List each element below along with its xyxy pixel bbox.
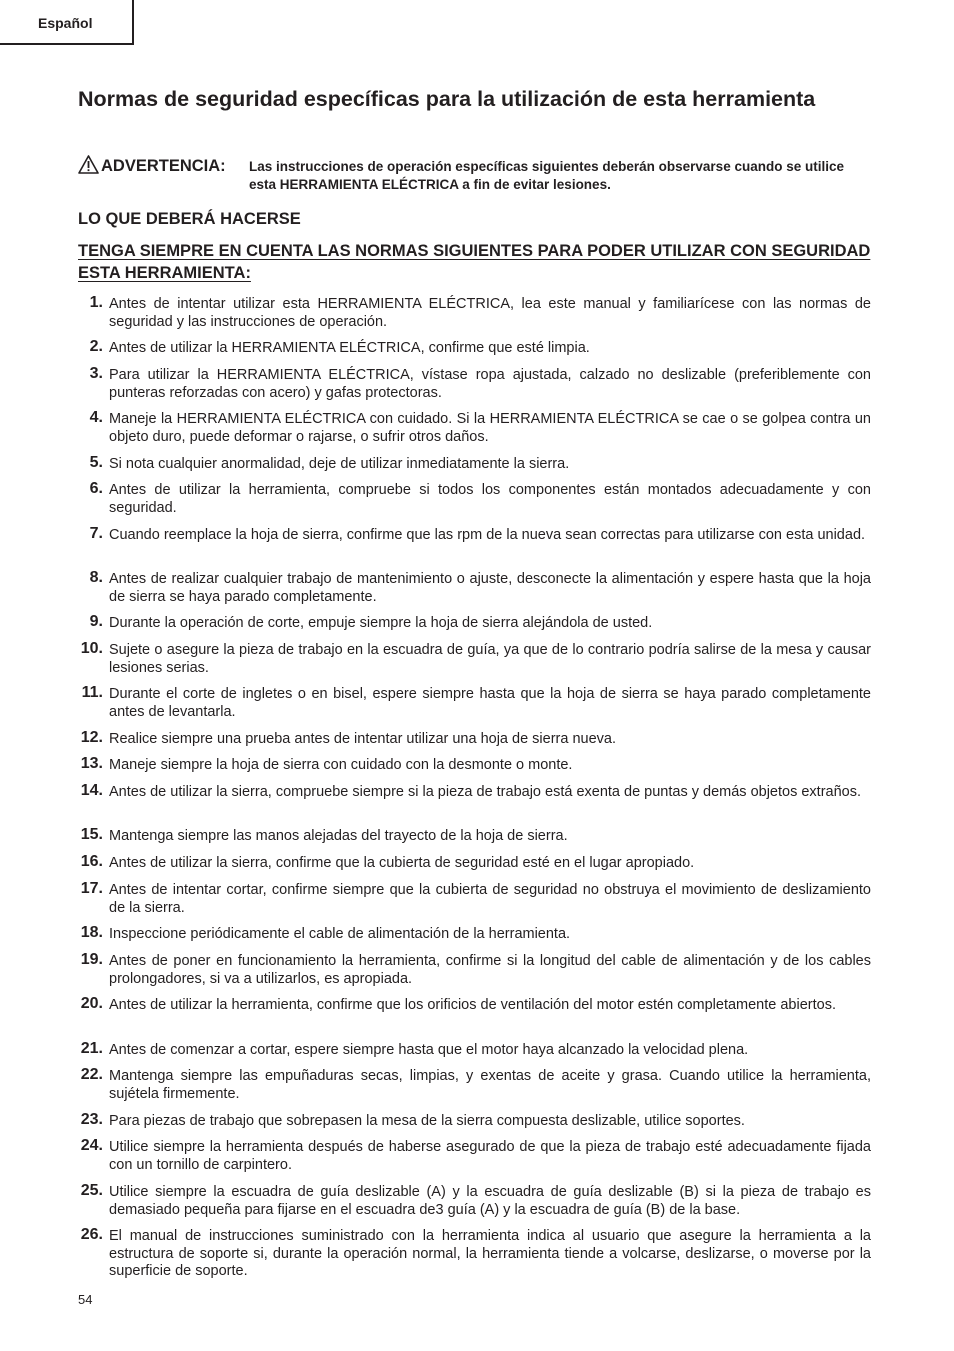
item-number: 7. — [89, 525, 103, 542]
item-number: 3. — [89, 365, 103, 382]
item-number: 12. — [80, 729, 103, 746]
language-tab — [0, 0, 134, 45]
item-number: 16. — [80, 853, 103, 870]
item-text: Antes de utilizar la sierra, compruebe siempre si la pieza de trabajo está exenta de puntas y demás objetos extraños. — [109, 784, 861, 800]
item-number: 25. — [80, 1182, 103, 1199]
item-text: Mantenga siempre las manos alejadas del trayecto de la hoja de sierra. — [109, 828, 568, 844]
item-text: Antes de utilizar la herramienta, confirme que los orificios de ventilación del motor estén completamente abiertos. — [109, 997, 836, 1013]
item-number: 24. — [80, 1137, 103, 1154]
item-number: 1. — [89, 294, 103, 311]
warning-text: Las instrucciones de operación específicas siguientes deberán observarse cuando se utilice esta HERRAMIENTA ELÉCTRICA a fin de evitar lesiones. — [249, 159, 844, 192]
item-text: Mantenga siempre las empuñaduras secas, limpias, y exentas de aceite y grasa. Cuando utilice la herramienta, sujétela firmemente. — [109, 1068, 871, 1102]
item-text: Antes de comenzar a cortar, espere siempre hasta que el motor haya alcanzado la velocidad plena. — [109, 1042, 749, 1058]
item-text: Sujete o asegure la pieza de trabajo en la escuadra de guía, ya que de lo contrario podría salirse de la mesa y causar lesiones serias. — [109, 642, 871, 676]
warning-heading — [78, 155, 226, 176]
item-text: Antes de poner en funcionamiento la herramienta, confirme si la longitud del cable de alimentación y de los cables prolongadores, si va a utilizarlos, es apropiada. — [109, 953, 871, 987]
item-text: Antes de utilizar la herramienta, compruebe si todos los componentes están montados adecuadamente y con seguridad. — [109, 482, 871, 516]
item-text: Para utilizar la HERRAMIENTA ELÉCTRICA, vístase ropa ajustada, calzado no deslizable (preferiblemente con punteras reforzadas con acero) y gafas protectoras. — [109, 367, 871, 401]
item-text: Antes de utilizar la sierra, confirme que la cubierta de seguridad esté en el lugar apropiado. — [109, 855, 695, 871]
item-text: Antes de intentar utilizar esta HERRAMIENTA ELÉCTRICA, lea este manual y familiarícese con las normas de seguridad y las instrucciones de operación. — [109, 296, 871, 330]
page-number: 54 — [78, 1292, 93, 1307]
item-text: Para piezas de trabajo que sobrepasen la mesa de la sierra compuesta deslizable, utilice soportes. — [109, 1113, 745, 1129]
item-number: 2. — [89, 338, 103, 355]
item-text: El manual de instrucciones suministrado con la herramienta indica al usuario que asegure la herramienta a la estructura de soporte si, durante la operación normal, la herramienta tiende a volcarse, deslizarse, o moverse por la superficie de soporte. — [109, 1228, 871, 1280]
subheading-do: LO QUE DEBERÁ HACERSE — [78, 210, 301, 228]
item-text: Durante el corte de ingletes o en bisel, espere siempre hasta que la hoja de sierra se haya parado completamente antes de levantarla. — [109, 686, 871, 720]
item-number: 4. — [89, 409, 103, 426]
language-label: Español — [38, 15, 93, 31]
item-number: 9. — [89, 613, 103, 630]
item-text: Maneje siempre la hoja de sierra con cuidado con la desmonte o monte. — [109, 757, 573, 773]
item-number: 22. — [80, 1066, 103, 1083]
item-number: 18. — [80, 924, 103, 941]
item-text: Realice siempre una prueba antes de intentar utilizar una hoja de sierra nueva. — [109, 731, 617, 747]
item-number: 26. — [80, 1226, 103, 1243]
item-text: Utilice siempre la herramienta después de haberse asegurado de que la pieza de trabajo esté adecuadamente fijada con un tornillo de carpintero. — [109, 1139, 871, 1173]
item-number: 10. — [80, 640, 103, 657]
item-number: 11. — [81, 684, 103, 701]
item-number: 8. — [89, 569, 103, 586]
item-text: Durante la operación de corte, empuje siempre la hoja de sierra alejándola de usted. — [109, 615, 653, 631]
item-number: 14. — [80, 782, 103, 799]
item-number: 13. — [80, 755, 103, 772]
item-text: Antes de realizar cualquier trabajo de mantenimiento o ajuste, desconecte la alimentación y espere hasta que la hoja de sierra se haya parado completamente. — [109, 571, 871, 605]
item-text: Si nota cualquier anormalidad, deje de utilizar inmediatamente la sierra. — [109, 456, 570, 472]
item-text: Utilice siempre la escuadra de guía deslizable (A) y la escuadra de guía deslizable (B) si la pieza de trabajo es demasiado pequeña para fijarse en el escuadra de3 guía (A) y la escuadra de guía (B) de la base. — [109, 1184, 871, 1218]
item-number: 23. — [80, 1111, 103, 1128]
item-text: Antes de intentar cortar, confirme siempre que la cubierta de seguridad no obstruya el movimiento de deslizamiento de la sierra. — [109, 882, 871, 916]
item-text: Maneje la HERRAMIENTA ELÉCTRICA con cuidado. Si la HERRAMIENTA ELÉCTRICA se cae o se golpea contra un objeto duro, puede deformar o rajarse, o sufrir otros daños. — [109, 411, 871, 445]
subheading-rules: TENGA SIEMPRE EN CUENTA LAS NORMAS SIGUIENTES PARA PODER UTILIZAR CON SEGURIDAD ESTA HERRAMIENTA: — [78, 242, 871, 282]
item-number: 21. — [80, 1040, 103, 1057]
item-text: Antes de utilizar la HERRAMIENTA ELÉCTRICA, confirme que esté limpia. — [109, 340, 590, 356]
item-number: 20. — [80, 995, 103, 1012]
item-text: Inspeccione periódicamente el cable de alimentación de la herramienta. — [109, 926, 571, 942]
item-number: 17. — [80, 880, 103, 897]
item-number: 6. — [89, 480, 103, 497]
warning-label: ADVERTENCIA: — [101, 157, 226, 175]
item-text: Cuando reemplace la hoja de sierra, confirme que las rpm de la nueva sean correctas para utilizarse con esta unidad. — [109, 527, 866, 543]
item-number: 19. — [80, 951, 103, 968]
item-number: 5. — [89, 454, 103, 471]
warning-triangle-icon — [78, 155, 99, 174]
page-title: Normas de seguridad específicas para la utilización de esta herramienta — [78, 87, 816, 111]
item-number: 15. — [80, 826, 103, 843]
